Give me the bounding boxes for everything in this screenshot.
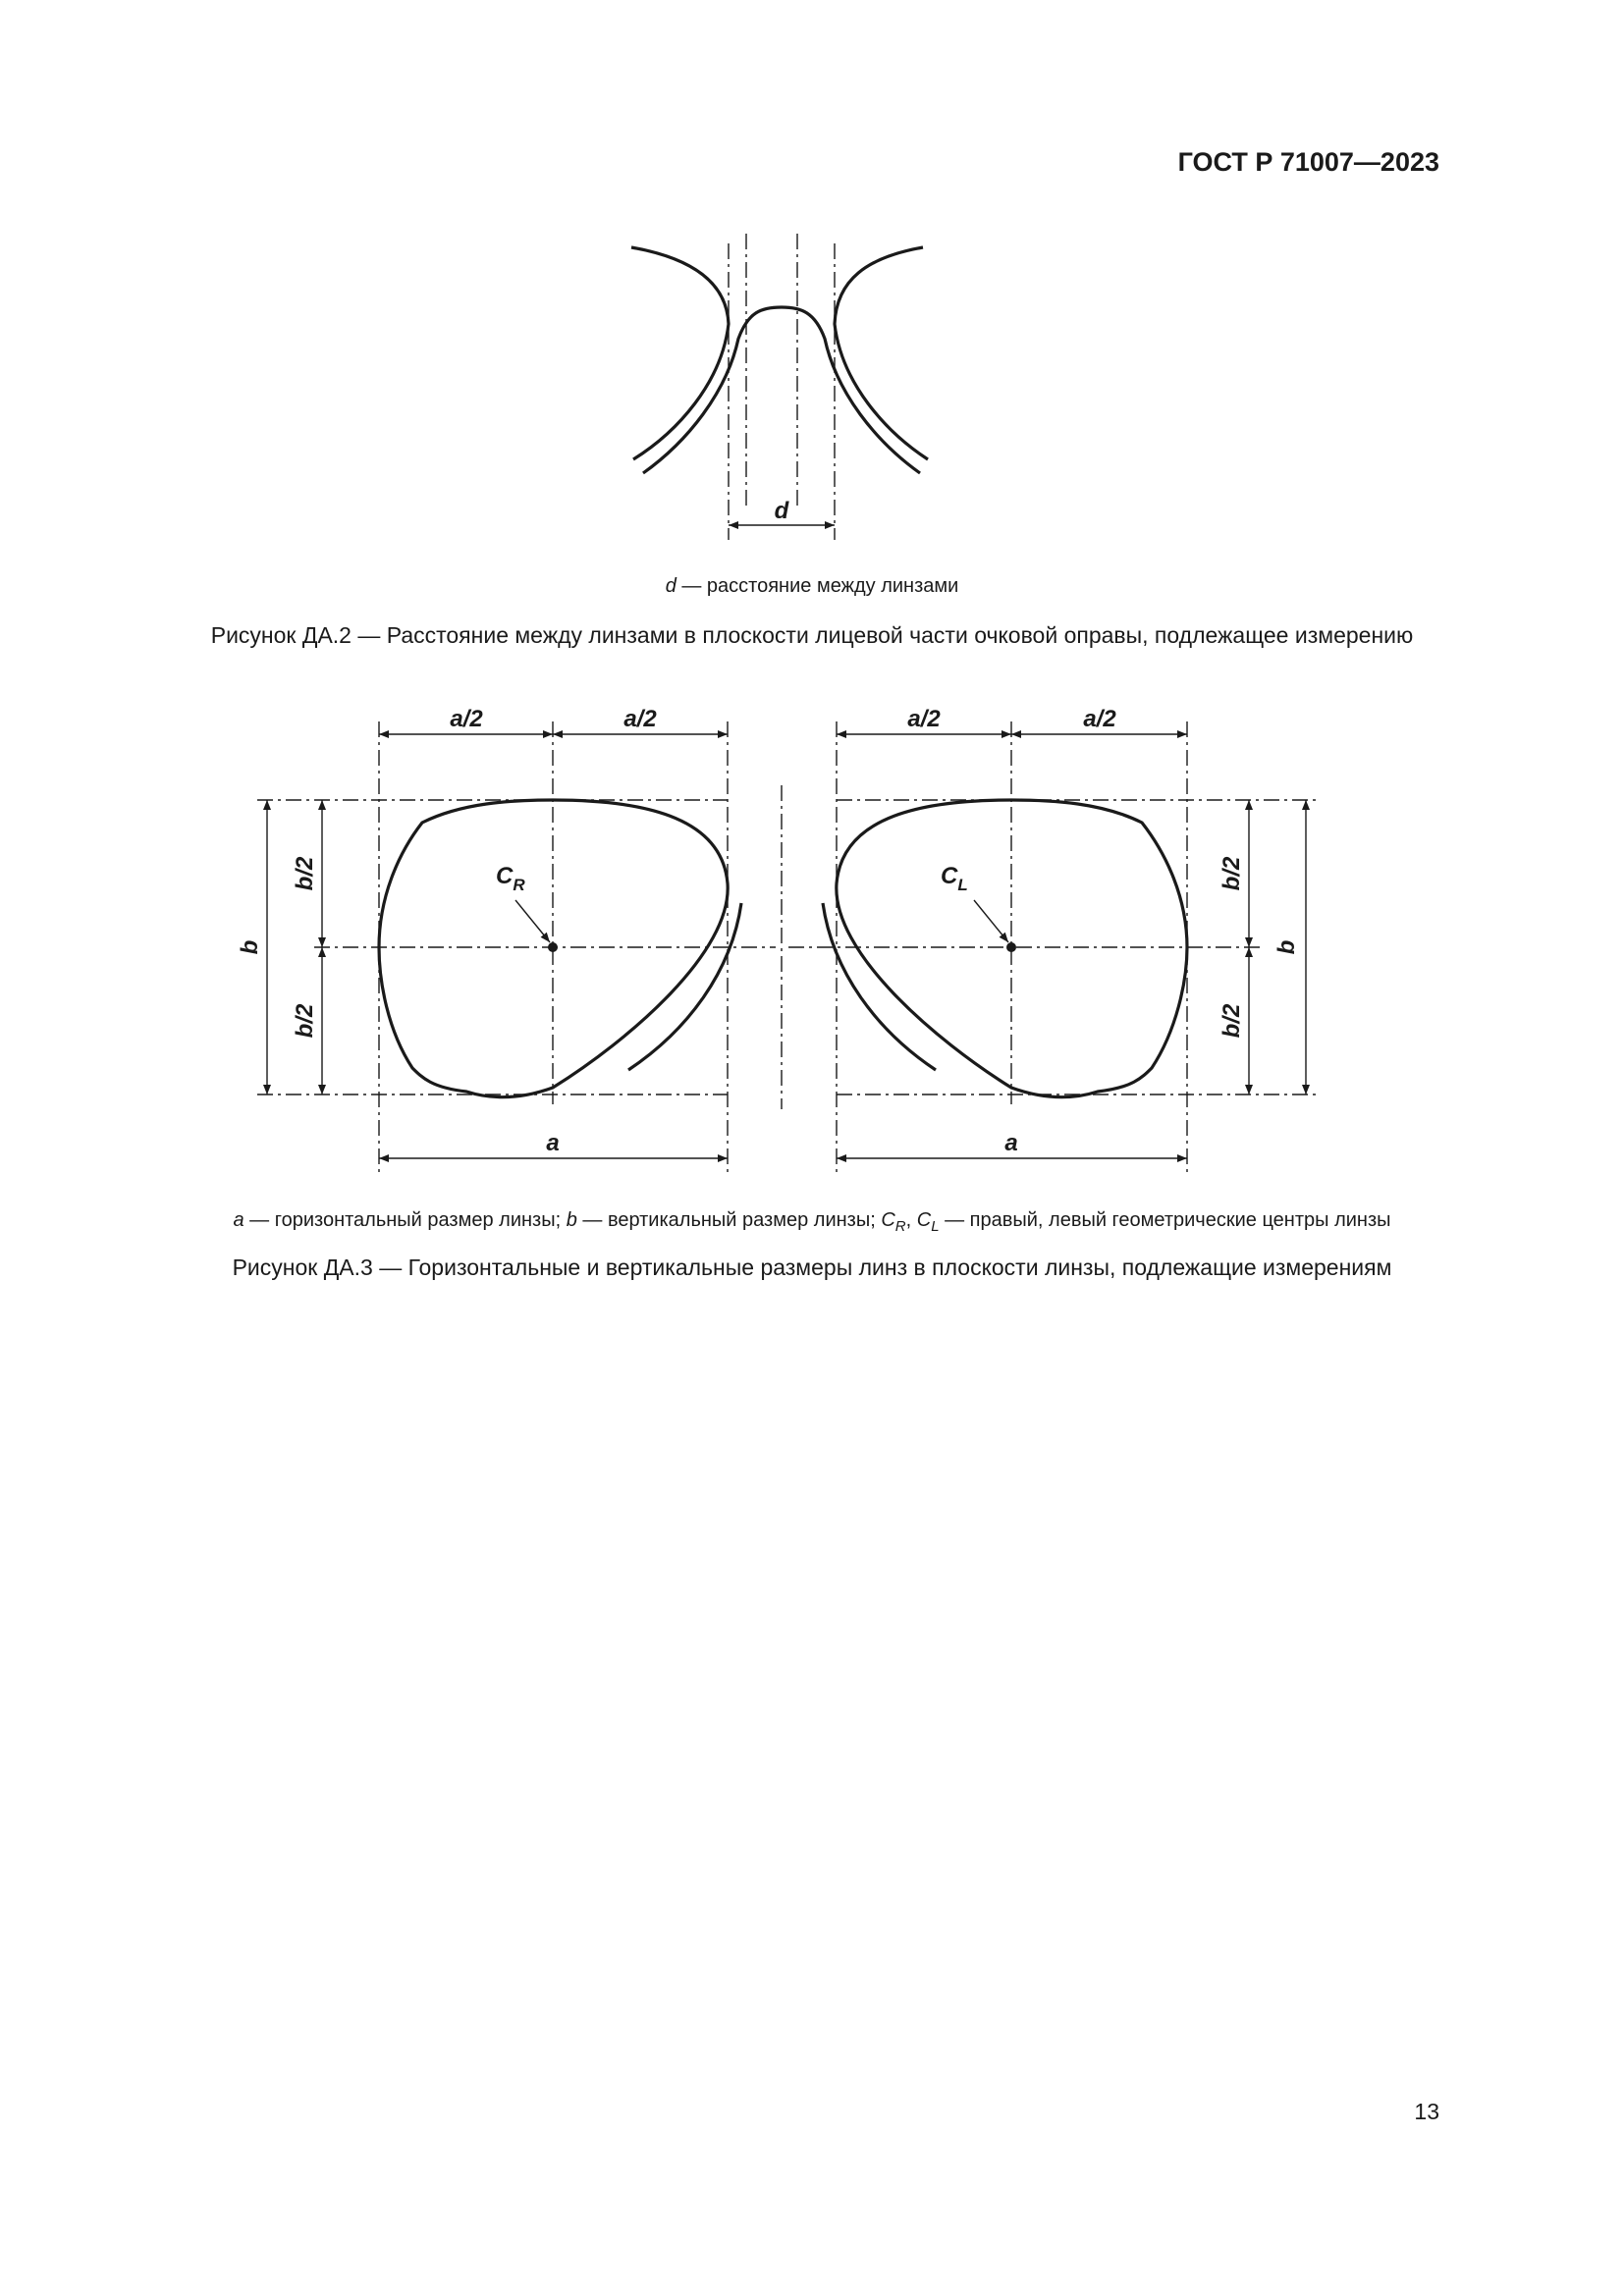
left-half-width-label-1: a/2: [907, 706, 941, 732]
figure-da2-legend: d — расстояние между линзами: [665, 575, 959, 597]
figure-da3-caption: Рисунок ДА.3 — Горизонтальные и вертикальные размеры линз в плоскости линзы, подлежащие измерениям: [232, 1255, 1392, 1280]
left-width-label: a: [1004, 1130, 1018, 1156]
left-half-height-label-2: b/2: [1218, 1003, 1245, 1039]
left-half-height-label-1: b/2: [1218, 856, 1245, 891]
right-half-height-label-2: b/2: [292, 1003, 318, 1039]
right-half-width-label-2: a/2: [623, 706, 657, 732]
left-lens-group: [788, 706, 1318, 1173]
right-height-label: b: [237, 939, 263, 955]
figure-da2-caption: Рисунок ДА.2 — Расстояние между линзами в плоскости лицевой части очковой оправы, подлежащее измерению: [210, 622, 1414, 648]
document-header: ГОСТ Р 71007—2023: [1177, 147, 1439, 177]
left-height-label: b: [1273, 939, 1300, 955]
left-lens-rim: [835, 247, 928, 459]
left-half-width-label-2: a/2: [1083, 706, 1116, 732]
center-right-label: $C_R$: [496, 863, 525, 894]
figure-da2-bridge-drawing: [0, 226, 1624, 550]
center-left-label: $C_L$: [941, 863, 968, 894]
right-lens-rim: [631, 247, 729, 459]
right-half-height-label-1: b/2: [292, 856, 318, 891]
figure-da3-lens-dimensions: [0, 687, 1624, 1198]
right-lens-frame-arc: [628, 903, 741, 1070]
figure-da3-legend: a — горизонтальный размер линзы; b — вертикальный размер линзы; $C_R$, $C_L$ — правый, левый геометрические центры линзы: [233, 1209, 1391, 1235]
right-width-label: a: [546, 1130, 560, 1156]
right-half-width-label-1: a/2: [450, 706, 483, 732]
bridge: [643, 307, 920, 473]
left-lens-frame-arc: [823, 903, 936, 1070]
dimension-label-d: d: [774, 498, 789, 524]
right-lens-group: [237, 706, 776, 1173]
page-number: 13: [1414, 2099, 1439, 2124]
